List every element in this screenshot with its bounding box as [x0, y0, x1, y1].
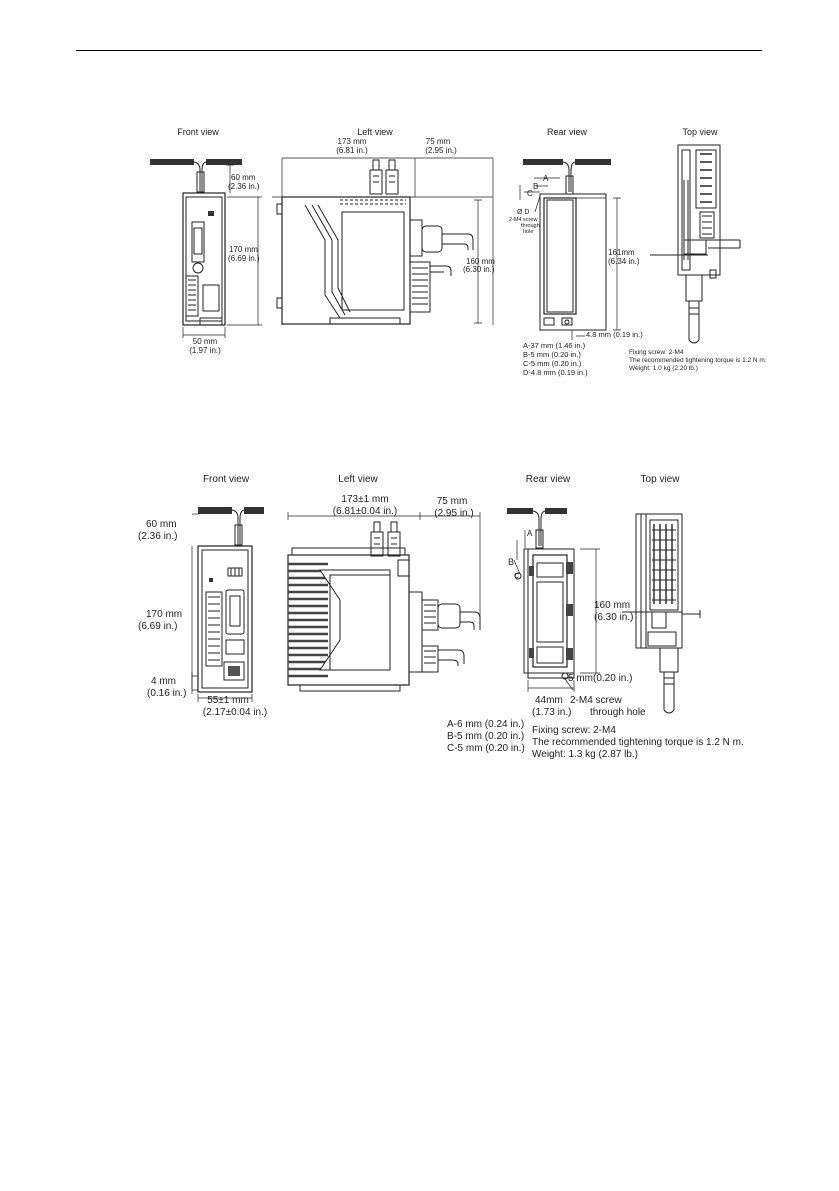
fig1-rear-screw-3: hole	[523, 229, 534, 235]
fig1-front-dim-170-in: (6.69 in.)	[228, 254, 260, 263]
fig1-rear-dim-161-in: (6.34 in.)	[608, 257, 640, 266]
fig2-front-dim-170: 170 mm	[146, 609, 183, 620]
fig2-front-dim-170-in: (6.69 in.)	[138, 621, 178, 632]
figure-2	[138, 474, 744, 760]
fig1-left-dim-75: 75 mm	[425, 137, 451, 146]
fig1-rear-label-b: B	[533, 182, 539, 191]
fig2-rear-dim-160-in: (6.30 in.)	[594, 612, 634, 623]
fig1-legend-d: D-4.8 mm (0.19 in.)	[523, 368, 588, 377]
fig1-rear-label-d: Ø D	[517, 209, 530, 216]
fig1-left-dim-160: 160 mm	[466, 257, 495, 266]
fig2-rear-label-b: B	[508, 557, 515, 567]
fig2-note-3: Weight: 1.3 kg (2.87 lb.)	[532, 749, 638, 760]
fig2-note-2: The recommended tightening torque is 1.2 N m.	[532, 737, 744, 748]
fig2-title-top: Top view	[640, 474, 680, 485]
fig2-title-front: Front view	[202, 474, 250, 485]
fig1-rear-screw-2: through	[521, 223, 540, 229]
fig1-note-1: Fixing screw: 2-M4	[629, 349, 684, 356]
fig2-rear-dim-5: 5 mm(0.20 in.)	[568, 673, 633, 684]
fig2-top-view-drawing	[622, 514, 700, 713]
fig2-front-dim-4-in: (0.16 in.)	[147, 688, 187, 699]
fig1-rear-label-c: C	[527, 189, 533, 198]
fig1-front-dim-50-in: (1.97 in.)	[189, 346, 221, 355]
fig2-front-dim-4: 4 mm	[151, 676, 176, 687]
fig1-front-dim-60-in: (2.36 in.)	[228, 182, 260, 191]
fig2-legend-c: C-5 mm (0.20 in.)	[447, 743, 525, 754]
fig1-title-top: Top view	[682, 127, 718, 137]
fig2-rear-dim-44: 44mm	[535, 695, 563, 706]
fig1-title-left: Left view	[357, 127, 393, 137]
fig2-rear-label-a: A	[527, 529, 533, 538]
fig1-title-front: Front view	[177, 127, 219, 137]
fig1-left-view-drawing	[272, 158, 493, 325]
fig2-rear-dim-44-in: (1.73 in.)	[532, 707, 572, 718]
fig1-rear-screw-1: 2-M4 screw	[509, 217, 538, 223]
fig2-rear-screw-1: 2-M4 screw	[570, 695, 622, 706]
fig2-title-rear: Rear view	[525, 474, 571, 485]
fig2-front-dim-60-in: (2.36 in.)	[138, 531, 178, 542]
fig2-front-view-drawing	[192, 507, 264, 702]
fig1-note-2: The recommended tightening torque is 1.2 N m.	[629, 357, 767, 364]
fig1-rear-dim-48: 4.8 mm (0.19 in.)	[586, 330, 643, 339]
fig1-left-dim-173-in: (6.81 in.)	[336, 146, 368, 155]
fig1-title-rear: Rear view	[546, 127, 588, 137]
fig2-note-1: Fixing screw: 2-M4	[532, 725, 616, 736]
figure-1	[150, 127, 767, 377]
fig2-left-dim-75-in: (2.95 in.)	[434, 508, 474, 519]
fig1-front-dim-170: 170 mm	[229, 245, 258, 254]
fig2-rear-label-c: C	[514, 573, 520, 580]
fig2-left-dim-75: 75 mm	[436, 496, 468, 507]
fig1-legend-b: B-5 mm (0.20 in.)	[523, 350, 581, 359]
fig1-front-dim-50: 50 mm	[192, 337, 218, 346]
fig2-legend-b: B-5 mm (0.20 in.)	[447, 731, 525, 742]
fig2-rear-screw-2: through hole	[590, 707, 646, 718]
fig1-left-dim-173: 173 mm	[337, 137, 367, 146]
fig1-rear-label-a: A	[543, 174, 549, 183]
fig1-left-dim-75-in: (2.95 in.)	[425, 146, 457, 155]
fig1-top-view-drawing	[650, 145, 740, 343]
fig2-front-dim-60: 60 mm	[146, 519, 177, 530]
fig2-front-dim-55-in: (2.17±0.04 in.)	[202, 707, 268, 718]
fig1-note-3: Weight: 1.0 kg (2.20 lb.)	[629, 365, 698, 372]
fig2-rear-dim-160: 160 mm	[594, 600, 631, 611]
fig1-legend-a: A-37 mm (1.46 in.)	[523, 341, 586, 350]
fig2-left-view-drawing	[288, 512, 480, 691]
fig1-left-dim-160-in: (6.30 in.)	[463, 265, 495, 274]
fig1-front-dim-60: 60 mm	[231, 173, 256, 182]
fig1-rear-dim-161: 161mm	[608, 248, 635, 257]
fig2-legend-a: A-6 mm (0.24 in.)	[447, 719, 525, 730]
fig2-rear-view-drawing	[507, 508, 600, 692]
fig1-legend-c: C-5 mm (0.20 in.)	[523, 359, 582, 368]
fig2-left-dim-173-in: (6.81±0.04 in.)	[332, 506, 398, 517]
fig2-front-dim-55: 55±1 mm	[207, 695, 249, 706]
fig2-left-dim-173: 173±1 mm	[341, 494, 389, 505]
fig2-title-left: Left view	[338, 474, 378, 485]
